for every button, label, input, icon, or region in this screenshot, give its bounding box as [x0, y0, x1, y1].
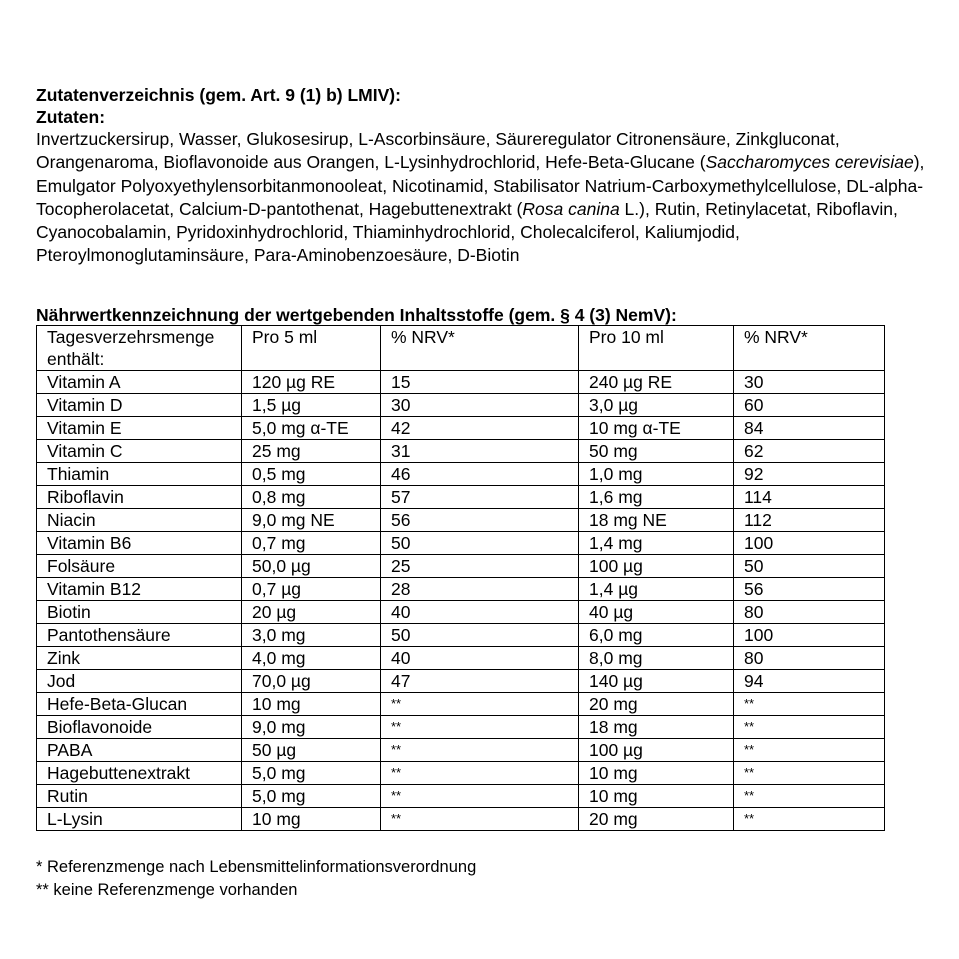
table-cell: 100 µg	[579, 738, 734, 761]
table-row	[37, 577, 885, 600]
table-cell: 50	[381, 531, 579, 554]
table-cell: 70,0 µg	[242, 669, 381, 692]
table-cell: **	[381, 715, 579, 738]
table-cell: 140 µg	[579, 669, 734, 692]
table-cell: **	[734, 715, 885, 738]
column-header: Tagesverzehrsmenge enthält:	[37, 325, 242, 370]
table-row	[37, 485, 885, 508]
table-cell: 0,8 mg	[242, 485, 381, 508]
table-cell: 28	[381, 577, 579, 600]
table-cell: 5,0 mg α-TE	[242, 416, 381, 439]
table-cell: 50	[734, 554, 885, 577]
table-cell: **	[734, 807, 885, 830]
table-cell: 10 mg α-TE	[579, 416, 734, 439]
table-cell: 10 mg	[242, 807, 381, 830]
table-cell: Hagebuttenextrakt	[37, 761, 242, 784]
column-header: % NRV*	[734, 325, 885, 370]
table-cell: 50,0 µg	[242, 554, 381, 577]
table-cell: Jod	[37, 669, 242, 692]
table-cell: 112	[734, 508, 885, 531]
table-cell: 10 mg	[579, 761, 734, 784]
table-cell: 20 µg	[242, 600, 381, 623]
table-cell: Zink	[37, 646, 242, 669]
table-cell: Riboflavin	[37, 485, 242, 508]
ingredients-text	[36, 128, 926, 268]
table-cell: 1,6 mg	[579, 485, 734, 508]
table-cell: Niacin	[37, 508, 242, 531]
table-row	[37, 646, 885, 669]
table-cell: 30	[381, 393, 579, 416]
table-cell: 4,0 mg	[242, 646, 381, 669]
ingredients-text-part1: Invertzuckersirup, Wasser, Glukosesirup, L-Ascorbinsäure, Säureregulator Citronensäure, Zinkgluconat, Orangenaroma, Bioflavonoide aus Orangen, L-Lysinhydrochlorid, Hefe-Beta-Glucane (	[36, 129, 840, 173]
table-cell: Pantothensäure	[37, 623, 242, 646]
document	[36, 84, 926, 902]
table-cell: 50 mg	[579, 439, 734, 462]
table-cell: 56	[734, 577, 885, 600]
table-cell: 84	[734, 416, 885, 439]
table-cell: Hefe-Beta-Glucan	[37, 692, 242, 715]
column-header: Pro 10 ml	[579, 325, 734, 370]
table-row	[37, 692, 885, 715]
table-cell: 1,4 µg	[579, 577, 734, 600]
table-cell: 56	[381, 508, 579, 531]
table-cell: 57	[381, 485, 579, 508]
table-cell: Thiamin	[37, 462, 242, 485]
ingredients-text-part3: L.), Rutin, Retinylacetat, Riboflavin, Cyanocobalamin, Pyridoxinhydrochlorid, Thiaminhydrochlorid, Cholecalciferol, Kaliumjodid, Pteroylmonoglutaminsäure, Para-Aminobenzoesäure, D-Biotin	[36, 198, 898, 266]
table-cell: 9,0 mg	[242, 715, 381, 738]
table-cell: Vitamin B6	[37, 531, 242, 554]
table-cell: 1,5 µg	[242, 393, 381, 416]
table-cell: **	[734, 692, 885, 715]
table-cell: 100 µg	[579, 554, 734, 577]
table-row	[37, 669, 885, 692]
table-cell: Bioflavonoide	[37, 715, 242, 738]
column-header: Pro 5 ml	[242, 325, 381, 370]
footnotes	[36, 856, 926, 902]
table-cell: 25 mg	[242, 439, 381, 462]
table-cell: Vitamin D	[37, 393, 242, 416]
table-cell: 1,4 mg	[579, 531, 734, 554]
table-cell: L-Lysin	[37, 807, 242, 830]
table-cell: **	[381, 807, 579, 830]
table-cell: 10 mg	[579, 784, 734, 807]
column-header: % NRV*	[381, 325, 579, 370]
table-cell: 114	[734, 485, 885, 508]
table-cell: Vitamin B12	[37, 577, 242, 600]
table-cell: **	[381, 784, 579, 807]
table-row	[37, 439, 885, 462]
table-cell: **	[734, 738, 885, 761]
table-cell: 18 mg NE	[579, 508, 734, 531]
nutrition-table-heading: Nährwertkennzeichnung der wertgebenden Inhaltsstoffe (gem. § 4 (3) NemV):	[36, 304, 677, 325]
table-cell: 20 mg	[579, 692, 734, 715]
table-cell: Vitamin E	[37, 416, 242, 439]
ingredients-italic-saccharomyces: Saccharomyces cerevisiae	[705, 152, 914, 173]
table-cell: 0,5 mg	[242, 462, 381, 485]
table-cell: **	[381, 761, 579, 784]
table-cell: 10 mg	[242, 692, 381, 715]
table-row	[37, 761, 885, 784]
table-row	[37, 462, 885, 485]
table-row	[37, 600, 885, 623]
ingredients-heading: Zutatenverzeichnis (gem. Art. 9 (1) b) LMIV):	[36, 85, 401, 105]
table-cell: 42	[381, 416, 579, 439]
table-cell: 94	[734, 669, 885, 692]
table-row	[37, 784, 885, 807]
table-cell: 240 µg RE	[579, 370, 734, 393]
table-row	[37, 370, 885, 393]
table-cell: 40	[381, 600, 579, 623]
table-cell: 31	[381, 439, 579, 462]
table-row	[37, 393, 885, 416]
table-cell: 50 µg	[242, 738, 381, 761]
table-cell: 92	[734, 462, 885, 485]
table-cell: 80	[734, 600, 885, 623]
table-row	[37, 416, 885, 439]
table-body	[37, 370, 885, 830]
ingredients-italic-rosa: Rosa canina	[522, 198, 620, 219]
table-row	[37, 531, 885, 554]
table-cell: 40 µg	[579, 600, 734, 623]
table-cell: 60	[734, 393, 885, 416]
table-row	[37, 807, 885, 830]
table-cell: 3,0 mg	[242, 623, 381, 646]
table-cell: 15	[381, 370, 579, 393]
ingredients-subheading: Zutaten:	[36, 107, 106, 127]
table-cell: Biotin	[37, 600, 242, 623]
table-cell: **	[734, 784, 885, 807]
table-cell: 47	[381, 669, 579, 692]
table-cell: Rutin	[37, 784, 242, 807]
table-cell: 5,0 mg	[242, 761, 381, 784]
table-cell: 25	[381, 554, 579, 577]
table-cell: Vitamin A	[37, 370, 242, 393]
table-cell: 62	[734, 439, 885, 462]
table-cell: Vitamin C	[37, 439, 242, 462]
table-row	[37, 623, 885, 646]
table-cell: 5,0 mg	[242, 784, 381, 807]
table-cell: 40	[381, 646, 579, 669]
table-cell: 18 mg	[579, 715, 734, 738]
table-cell: Folsäure	[37, 554, 242, 577]
table-cell: **	[381, 692, 579, 715]
table-cell: 1,0 mg	[579, 462, 734, 485]
table-row	[37, 738, 885, 761]
table-cell: PABA	[37, 738, 242, 761]
ingredients-text-part2: ), Emulgator Polyoxyethylensorbitanmonooleat, Nicotinamid, Stabilisator Natrium-Carboxymethylcellulose, DL-alpha-Tocopherolacetat, Calcium-D-pantothenat, Hagebuttenextrakt (	[36, 152, 925, 219]
table-cell: **	[734, 761, 885, 784]
table-cell: 8,0 mg	[579, 646, 734, 669]
footnote-no-reference: ** keine Referenzmenge vorhanden	[36, 880, 298, 899]
table-cell: 9,0 mg NE	[242, 508, 381, 531]
table-row	[37, 554, 885, 577]
table-row	[37, 715, 885, 738]
table-cell: 80	[734, 646, 885, 669]
table-cell: 20 mg	[579, 807, 734, 830]
footnote-reference: * Referenzmenge nach Lebensmittelinformationsverordnung	[36, 857, 477, 876]
table-cell: 50	[381, 623, 579, 646]
nutrition-table	[36, 325, 885, 831]
table-cell: 0,7 mg	[242, 531, 381, 554]
table-cell: 100	[734, 623, 885, 646]
table-cell: 6,0 mg	[579, 623, 734, 646]
table-cell: 3,0 µg	[579, 393, 734, 416]
table-cell: 120 µg RE	[242, 370, 381, 393]
table-cell: 0,7 µg	[242, 577, 381, 600]
table-row	[37, 508, 885, 531]
table-cell: **	[381, 738, 579, 761]
table-header-row	[37, 325, 885, 370]
table-cell: 46	[381, 462, 579, 485]
table-cell: 30	[734, 370, 885, 393]
table-cell: 100	[734, 531, 885, 554]
